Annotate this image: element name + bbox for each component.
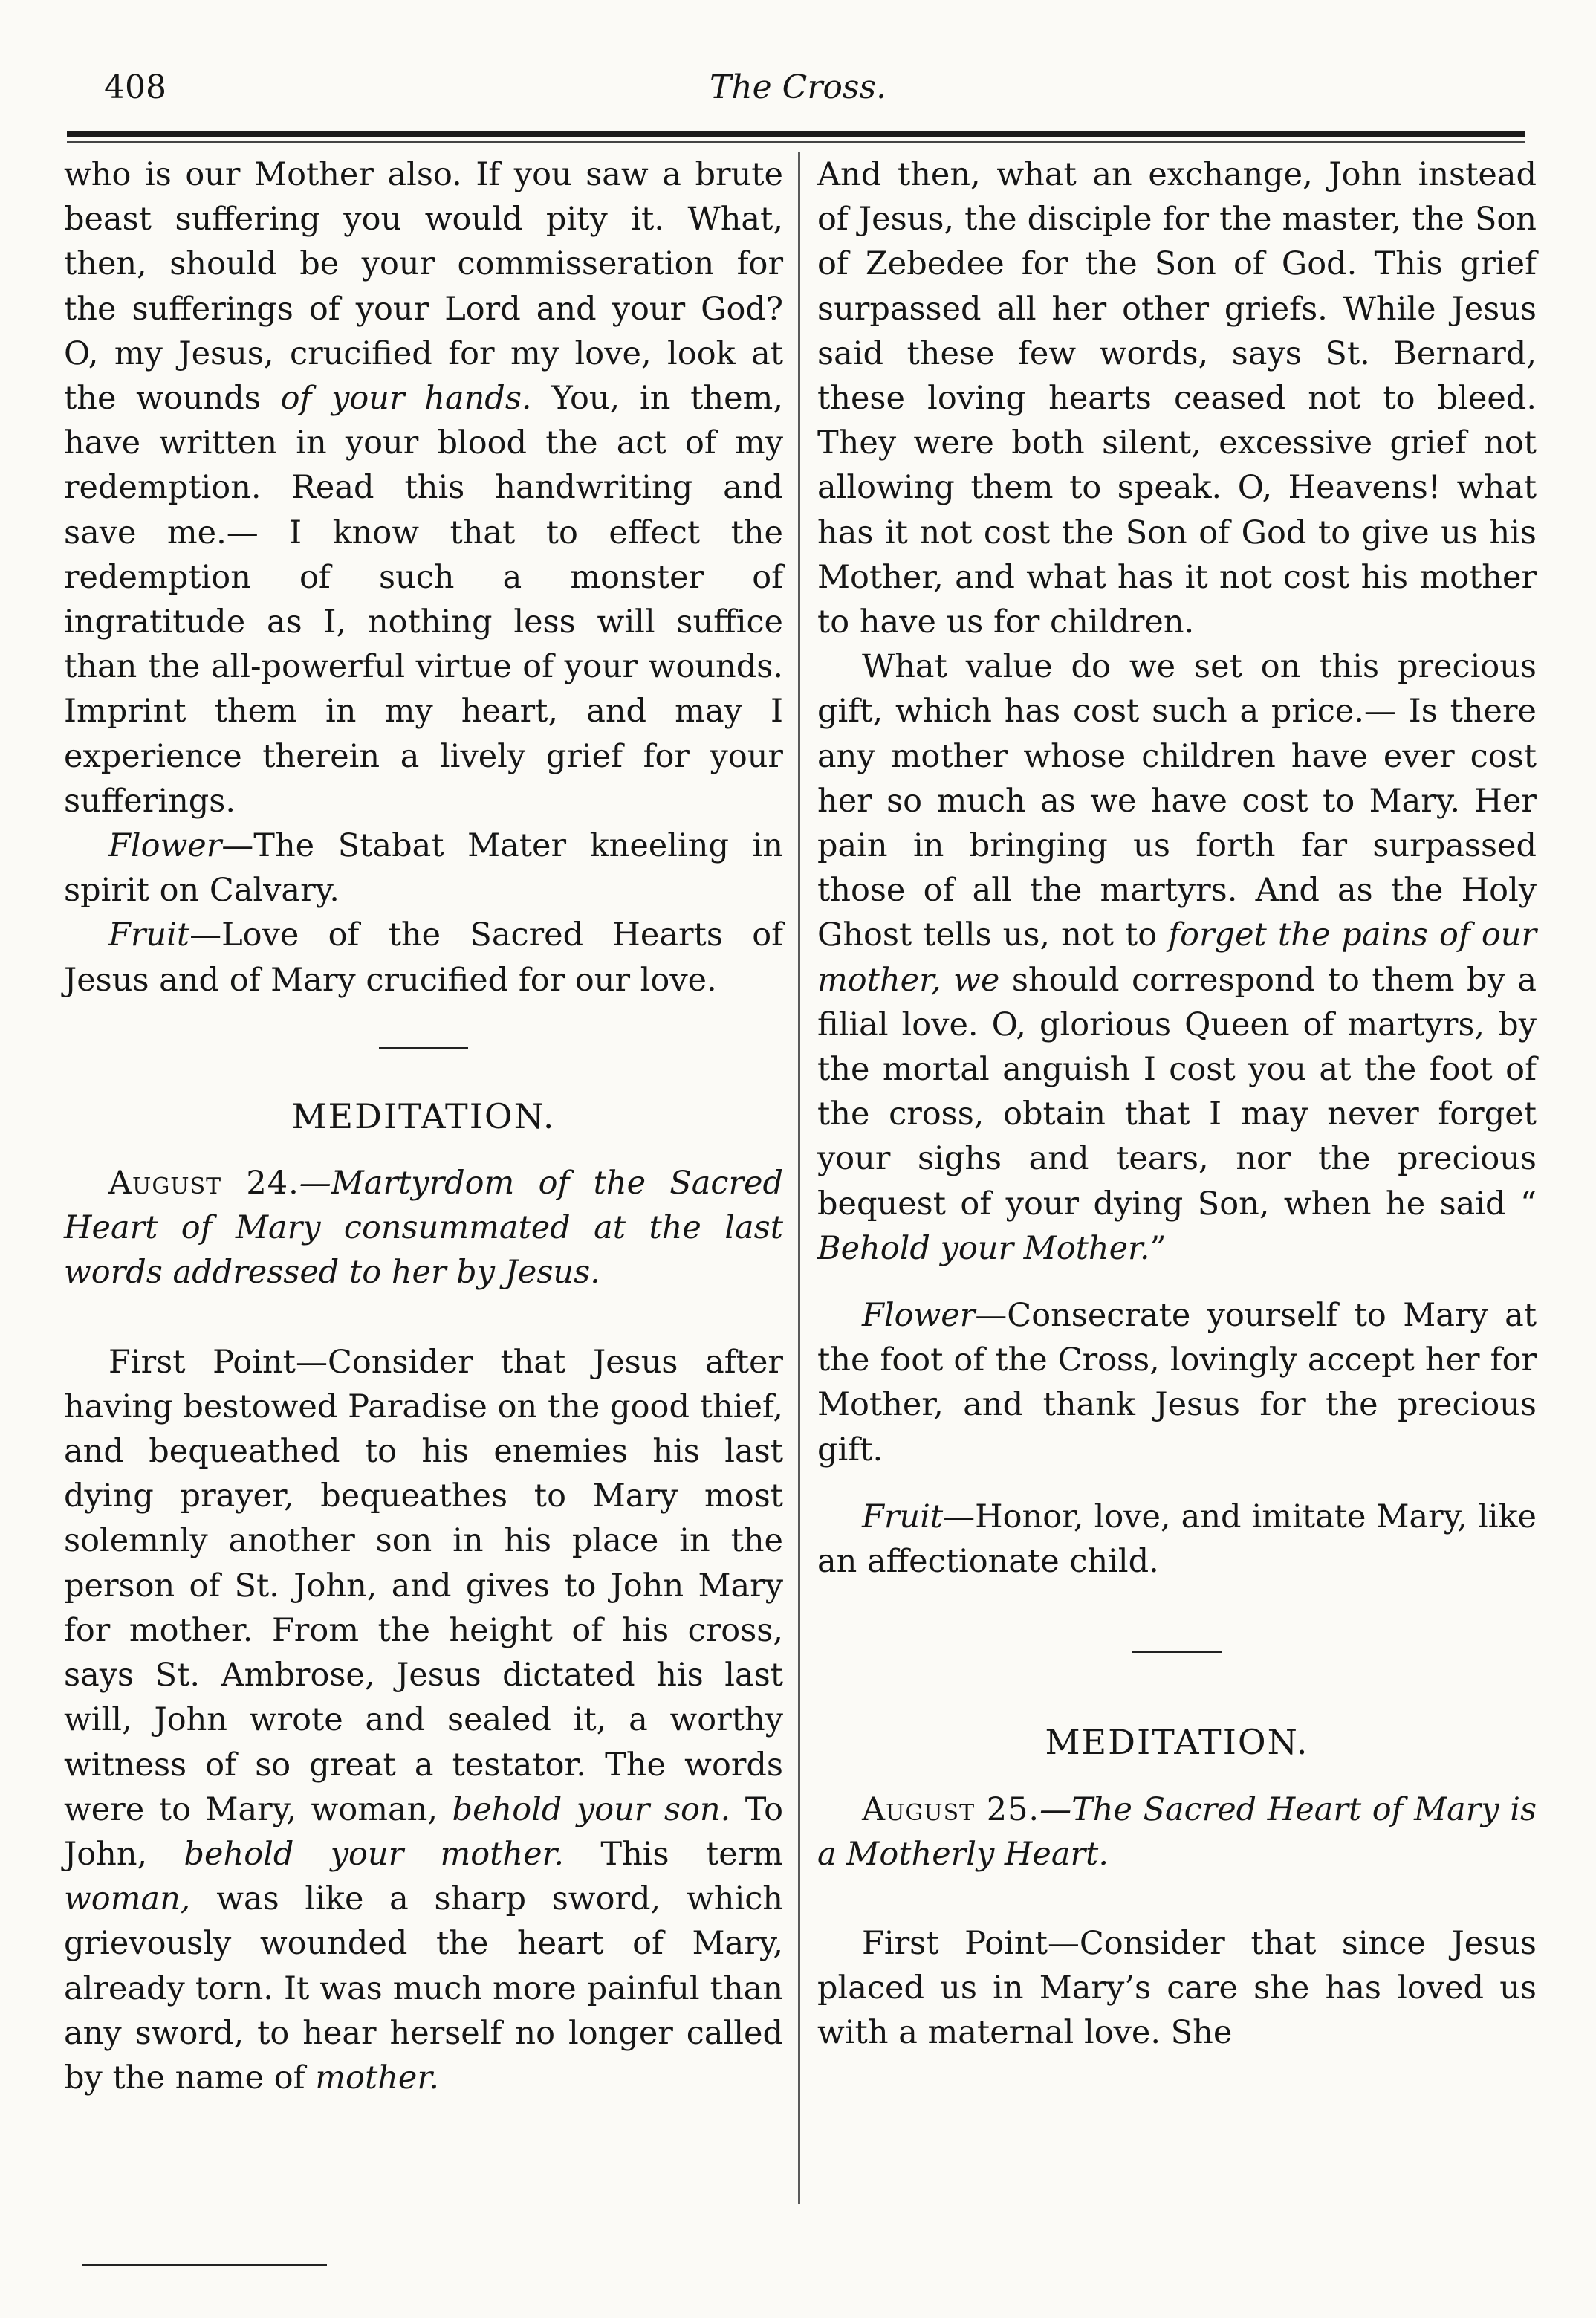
header-rule-thin xyxy=(67,141,1525,143)
right-column xyxy=(817,152,1537,2056)
left-flower: Flower—The Stabat Mater kneeling in spirit on Calvary. xyxy=(64,827,783,910)
page-number: 408 xyxy=(104,68,166,106)
first-point: First Point—Consider that Jesus after having bestowed Paradise on the good thief, and bequeathed to his enemies his last dying prayer, bequeathes to Mary most solemnly another son in his place in the person of St. John, and gives to John Mary for mother. From the height of his cross, says St. Ambrose, Jesus dictated his last will, John wrote and sealed it, a worthy witness of so great a testator. The words were to Mary, woman, behold your son. To John, behold your mother. This term woman, was like a sharp sword, which grievously wounded the heart of Mary, already torn. It was much more painful than any sword, to hear herself no longer called by the name of mother. xyxy=(64,1343,783,2097)
footer-rule xyxy=(82,2264,327,2266)
page-header xyxy=(67,68,1529,128)
left-fruit: Fruit—Love of the Sacred Hearts of Jesus and of Mary crucified for our love. xyxy=(64,916,783,999)
header-rule xyxy=(67,131,1525,137)
right-fruit: Fruit—Honor, love, and imitate Mary, like an affectionate child. xyxy=(817,1498,1537,1581)
right-flower: Flower—Consecrate yourself to Mary at the foot of the Cross, lovingly accept her for Mother, and thank Jesus for the precious gift. xyxy=(817,1297,1537,1469)
meditation-heading: MEDITATION. xyxy=(291,1095,556,1136)
meditation-title-right: August 25.—The Sacred Heart of Mary is a Motherly Heart. xyxy=(817,1790,1537,1873)
right-paragraph-1: And then, what an exchange, John instead of Jesus, the disciple for the master, the Son of Zebedee for the Son of God. This grief surpassed all her other griefs. While Jesus said these few words, says St. Bernard, these loving hearts ceased not to bleed. They were both silent, excessive grief not allowing them to speak. O, Heavens! what has it not cost the Son of God to give us his Mother, and what has it not cost his mother to have us for children. xyxy=(817,156,1537,641)
running-title: The Cross. xyxy=(709,68,887,106)
first-point-right: First Point—Consider that since Jesus placed us in Mary’s care she has loved us with a maternal love. She xyxy=(817,1924,1537,2052)
left-paragraph-1: who is our Mother also. If you saw a brute beast suffering you would pity it. What, then, should be your commisseration for the sufferings of your Lord and your God? O, my Jesus, crucified for my love, look at the wounds of your hands. You, in them, have written in your blood the act of my redemption. Read this handwriting and save me.— I know that to effect the redemption of such a monster of ingratitude as I, nothing less will suffice than the all-powerful virtue of your wounds. Imprint them in my heart, and may I experience therein a lively grief for your sufferings. xyxy=(64,156,784,820)
column-divider xyxy=(798,152,800,2204)
right-paragraph-2: What value do we set on this precious gift, which has cost such a price.— Is there any mother whose children have ever cost her so much as we have cost to Mary. Her pain in bringing us forth far surpassed those of all the martyrs. And as the Holy Ghost tells us, not to forget the pains of our mother, we should correspond to them by a filial love. O, glorious Queen of martyrs, by the mortal anguish I cost you at the foot of the cross, obtain that I may never forget your sighs and tears, nor the precious bequest of your dying Son, when he said “ Behold your Mother.” xyxy=(817,648,1537,1267)
meditation-heading-right: MEDITATION. xyxy=(1045,1722,1309,1763)
left-column xyxy=(64,152,783,2100)
meditation-title: August 24.—Martyrdom of the Sacred Heart of Mary consummated at the last words addressed to her by Jesus. xyxy=(64,1165,783,1292)
